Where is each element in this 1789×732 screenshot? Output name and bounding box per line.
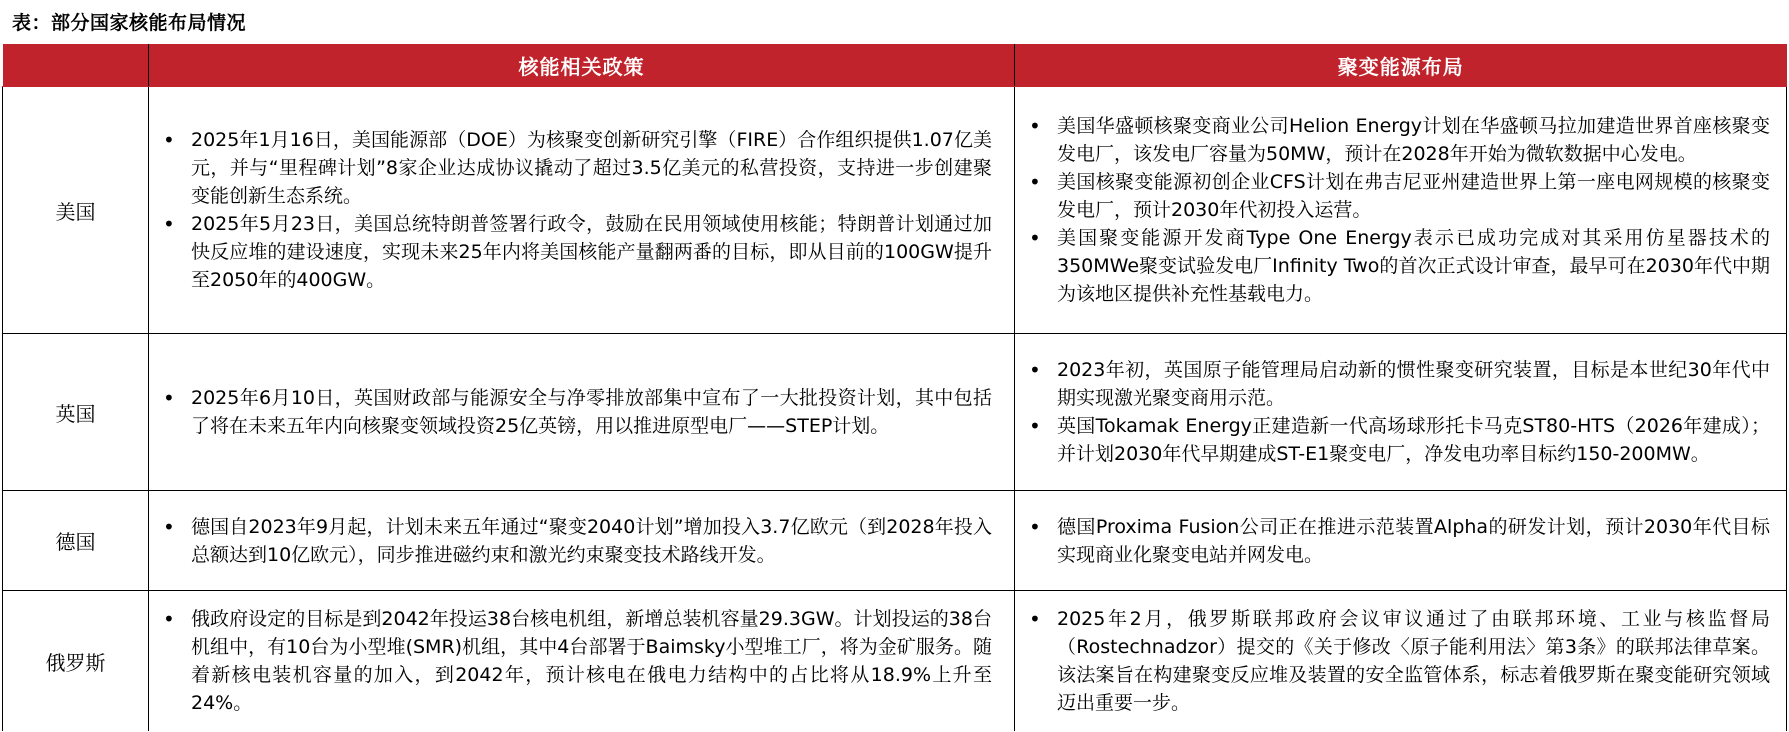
fusion-list — [1015, 112, 1786, 308]
list-item: • 俄政府设定的目标是到2042年投运38台核电机组，新增总装机容量29.3GW。计划投运的38台机组中，有10台为小型堆(SMR)机组，其中4台部署于Baimsky小型堆工厂，将为金矿服务。随着新核电装机容量的加入，到2042年，预计核电在俄电力结构中的占比将从18.9%上升至24%。 — [149, 605, 1014, 717]
fusion-list — [1015, 356, 1786, 468]
list-item: • 美国核聚变能源初创企业CFS计划在弗吉尼亚州建造世界上第一座电网规模的核聚变发电厂，预计2030年代初投入运营。 — [1015, 168, 1786, 224]
country-cell: 俄罗斯 — [3, 591, 149, 732]
fusion-list — [1015, 513, 1786, 569]
table-row-uk — [3, 334, 1787, 491]
header-country — [3, 44, 149, 87]
policy-cell — [149, 87, 1015, 334]
fusion-cell — [1015, 87, 1787, 334]
country-cell: 德国 — [3, 491, 149, 591]
country-cell: 英国 — [3, 334, 149, 491]
policy-list — [149, 513, 1014, 569]
header-fusion: 聚变能源布局 — [1015, 44, 1787, 87]
policy-cell — [149, 591, 1015, 732]
list-item: • 2025年2月，俄罗斯联邦政府会议审议通过了由联邦环境、工业与核监督局（Rostechnadzor）提交的《关于修改〈原子能利用法〉第3条》的联邦法律草案。该法案旨在构建聚变反应堆及装置的安全监管体系，标志着俄罗斯在聚变能研究领域迈出重要一步。 — [1015, 605, 1786, 717]
list-item: • 美国华盛顿核聚变商业公司Helion Energy计划在华盛顿马拉加建造世界首座核聚变发电厂，该发电厂容量为50MW，预计在2028年开始为微软数据中心发电。 — [1015, 112, 1786, 168]
table-row-usa — [3, 87, 1787, 334]
header-policy: 核能相关政策 — [149, 44, 1015, 87]
fusion-list — [1015, 605, 1786, 717]
table-header-row — [3, 44, 1787, 87]
list-item: • 德国Proxima Fusion公司正在推进示范装置Alpha的研发计划，预计2030年代目标实现商业化聚变电站并网发电。 — [1015, 513, 1786, 569]
page-title: 表：部分国家核能布局情况 — [12, 12, 247, 34]
list-item: • 2025年1月16日，美国能源部（DOE）为核聚变创新研究引擎（FIRE）合作组织提供1.07亿美元，并与“里程碑计划”8家企业达成协议撬动了超过3.5亿美元的私营投资，支持进一步创建聚变能创新生态系统。 — [149, 126, 1014, 210]
fusion-cell — [1015, 334, 1787, 491]
list-item: • 美国聚变能源开发商Type One Energy表示已成功完成对其采用仿星器技术的350MWe聚变试验发电厂Infinity Two的首次正式设计审查，最早可在2030年代中期为该地区提供补充性基载电力。 — [1015, 224, 1786, 308]
list-item: • 2023年初，英国原子能管理局启动新的惯性聚变研究装置，目标是本世纪30年代中期实现激光聚变商用示范。 — [1015, 356, 1786, 412]
list-item: • 2025年5月23日，美国总统特朗普签署行政令，鼓励在民用领域使用核能；特朗普计划通过加快反应堆的建设速度，实现未来25年内将美国核能产量翻两番的目标，即从目前的100GW提升至2050年的400GW。 — [149, 210, 1014, 294]
policy-cell — [149, 334, 1015, 491]
table-row-germany — [3, 491, 1787, 591]
list-item: • 英国Tokamak Energy正建造新一代高场球形托卡马克ST80-HTS（2026年建成）；并计划2030年代早期建成ST-E1聚变电厂，净发电功率目标约150-200MW。 — [1015, 412, 1786, 468]
list-item: • 2025年6月10日，英国财政部与能源安全与净零排放部集中宣布了一大批投资计划，其中包括了将在未来五年内向核聚变领域投资25亿英镑，用以推进原型电厂——STEP计划。 — [149, 384, 1014, 440]
fusion-cell — [1015, 491, 1787, 591]
policy-list — [149, 384, 1014, 440]
policy-list — [149, 126, 1014, 294]
country-cell: 美国 — [3, 87, 149, 334]
policy-list — [149, 605, 1014, 717]
fusion-cell — [1015, 591, 1787, 732]
table-row-russia — [3, 591, 1787, 732]
list-item: • 德国自2023年9月起，计划未来五年通过“聚变2040计划”增加投入3.7亿欧元（到2028年投入总额达到10亿欧元），同步推进磁约束和激光约束聚变技术路线开发。 — [149, 513, 1014, 569]
nuclear-layout-table — [2, 44, 1787, 731]
policy-cell — [149, 491, 1015, 591]
